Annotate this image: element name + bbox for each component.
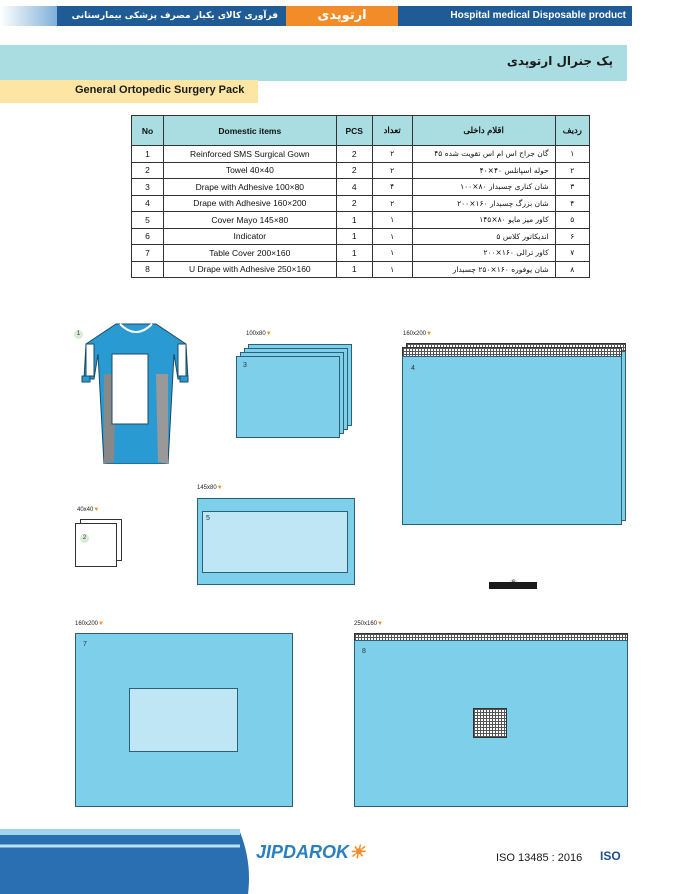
col-no: No [132, 116, 164, 146]
table-cover [75, 633, 293, 807]
cell-item-fa: حوله اسپانلس ۴۰×۴۰ [412, 162, 555, 179]
item-number: 4 [411, 365, 415, 372]
col-items-fa: اقلام داخلی [412, 116, 555, 146]
cell-pcs: 4 [336, 179, 372, 196]
cell-pcs: 2 [336, 146, 372, 163]
cell-domestic: Table Cover 200×160 [164, 245, 337, 262]
col-domestic: Domestic items [164, 116, 337, 146]
mayo-inner [202, 511, 348, 573]
cell-domestic: Cover Mayo 145×80 [164, 212, 337, 229]
cell-no: 3 [132, 179, 164, 196]
cell-item-fa: شان یوفوره ۱۶۰×۲۵۰ چسبدار [412, 261, 555, 278]
table-row [132, 179, 590, 196]
table-row [132, 212, 590, 229]
header-gradient [0, 6, 57, 26]
col-qty-fa: تعداد [372, 116, 412, 146]
gown-illustration [76, 314, 196, 464]
cell-qty-fa: ۱ [372, 245, 412, 262]
cell-no: 2 [132, 162, 164, 179]
cell-row-fa: ۲ [555, 162, 589, 179]
cell-row-fa: ۱ [555, 146, 589, 163]
table-cover-inner [129, 688, 238, 752]
cell-pcs: 1 [336, 212, 372, 229]
iso-logo: ISO [600, 849, 621, 863]
drape-large [402, 356, 622, 525]
col-pcs: PCS [336, 116, 372, 146]
cell-pcs: 1 [336, 228, 372, 245]
col-row-fa: ردیف [555, 116, 589, 146]
cell-row-fa: ۵ [555, 212, 589, 229]
cell-row-fa: ۷ [555, 245, 589, 262]
item-5-size: 145x80▼ [197, 485, 223, 491]
page-title-persian: پک جنرال ارتوپدی [506, 54, 613, 68]
cell-domestic: Towel 40×40 [164, 162, 337, 179]
u-drape-opening [473, 708, 507, 738]
cell-no: 6 [132, 228, 164, 245]
cell-item-fa: گان جراح اس ام اس تقویت شده ۴۵ [412, 146, 555, 163]
cell-item-fa: شان بزرگ چسبدار ۱۶۰×۲۰۰ [412, 195, 555, 212]
towel-front [75, 523, 117, 567]
table-row [132, 195, 590, 212]
cell-qty-fa: ۱ [372, 228, 412, 245]
cell-domestic: Reinforced SMS Surgical Gown [164, 146, 337, 163]
u-drape [354, 640, 628, 807]
cell-pcs: 1 [336, 261, 372, 278]
item-number: 3 [243, 362, 247, 369]
table-header-row [132, 116, 590, 146]
cell-item-fa: شان کناری چسبدار ۸۰×۱۰۰ [412, 179, 555, 196]
cell-item-fa: کاور میز مایو ۸۰×۱۴۵ [412, 212, 555, 229]
cell-no: 5 [132, 212, 164, 229]
cell-no: 4 [132, 195, 164, 212]
page-title-english: General Ortopedic Surgery Pack [75, 84, 245, 96]
cell-domestic: U Drape with Adhesive 250×160 [164, 261, 337, 278]
cell-no: 1 [132, 146, 164, 163]
item-7-size: 160x200▼ [75, 621, 104, 627]
mayo-cover [197, 498, 355, 585]
items-table [131, 115, 590, 278]
table-row [132, 146, 590, 163]
item-number: 8 [362, 648, 366, 655]
cell-row-fa: ۴ [555, 195, 589, 212]
header-category: ارتوپدی [286, 6, 398, 26]
item-number: 1 [74, 330, 83, 339]
brand-logo: JIPDAROK☀ [256, 842, 366, 862]
item-8-size: 250x160▼ [354, 621, 383, 627]
iso-certification: ISO 13485 : 2016 [496, 852, 583, 864]
sun-icon: ☀ [349, 842, 366, 862]
item-number: 2 [80, 534, 89, 543]
item-2-size: 40x40▼ [77, 507, 100, 513]
cell-row-fa: ۸ [555, 261, 589, 278]
table-row [132, 261, 590, 278]
cell-qty-fa: ۲ [372, 146, 412, 163]
item-number: 7 [83, 641, 87, 648]
cell-qty-fa: ۲ [372, 162, 412, 179]
cell-row-fa: ۶ [555, 228, 589, 245]
item-3-size: 100x80▼ [246, 331, 272, 337]
cell-pcs: 2 [336, 195, 372, 212]
item-number: 5 [206, 515, 210, 522]
cell-no: 8 [132, 261, 164, 278]
indicator-strip [489, 582, 537, 589]
header-right-text: Hospital medical Disposable product [398, 6, 632, 26]
cell-row-fa: ۳ [555, 179, 589, 196]
drape-small [236, 356, 340, 438]
cell-domestic: Drape with Adhesive 100×80 [164, 179, 337, 196]
cell-pcs: 2 [336, 162, 372, 179]
table-row [132, 245, 590, 262]
cell-qty-fa: ۴ [372, 179, 412, 196]
table-row [132, 162, 590, 179]
item-4-size: 160x200▼ [403, 331, 432, 337]
header-left-text: فرآوری کالای یکبار مصرف پزشکی بیمارستانی [57, 6, 286, 26]
cell-domestic: Drape with Adhesive 160×200 [164, 195, 337, 212]
cell-qty-fa: ۲ [372, 195, 412, 212]
cell-domestic: Indicator [164, 228, 337, 245]
table-row [132, 228, 590, 245]
cell-qty-fa: ۱ [372, 212, 412, 229]
cell-item-fa: اندیکاتور کلاس ۵ [412, 228, 555, 245]
cell-item-fa: کاور ترالی ۱۶۰×۲۰۰ [412, 245, 555, 262]
cell-qty-fa: ۱ [372, 261, 412, 278]
cell-no: 7 [132, 245, 164, 262]
cell-pcs: 1 [336, 245, 372, 262]
